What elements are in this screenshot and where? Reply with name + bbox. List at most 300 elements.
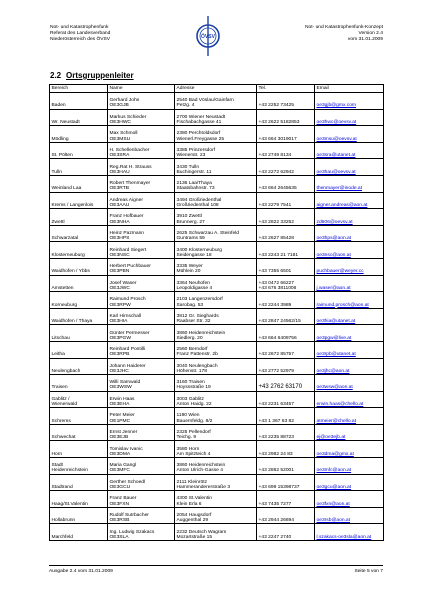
- header-right-line: Version 2.4: [358, 31, 383, 37]
- adresse-cell: [175, 142, 257, 159]
- table-row: [50, 375, 384, 392]
- name-cell-line: Heinz Pazmann: [109, 230, 145, 236]
- oevsv-logo: [191, 16, 225, 56]
- adresse-cell: [175, 507, 257, 524]
- adresse-cell: [175, 308, 257, 325]
- bereich-cell: [50, 258, 108, 275]
- name-cell-line: OE3PBN: [109, 269, 130, 275]
- tel-cell: [257, 424, 315, 441]
- bereich-cell: [50, 126, 108, 143]
- name-cell-line: OE3WSW: [109, 385, 132, 391]
- table-row: [50, 391, 384, 408]
- name-cell: [108, 424, 175, 441]
- column-header: Bereich: [50, 85, 108, 93]
- bereich-cell: [50, 292, 108, 309]
- adresse-cell: [175, 491, 257, 508]
- tel-value: +43 2279 7541: [258, 202, 292, 208]
- name-cell: [108, 292, 175, 309]
- bereich-cell-line: Marchfeld: [51, 534, 73, 540]
- name-cell-line: Reg.Rat H. Strauss: [109, 164, 152, 170]
- adresse-cell-line: Seidengasse 18: [176, 252, 212, 258]
- adresse-cell-line: Hammerandererstraße 3: [176, 485, 231, 491]
- adresse-cell-line: Raabser Str. 32: [176, 319, 211, 325]
- bereich-cell: [50, 391, 108, 408]
- adresse-cell-line: Teichg. 9: [176, 435, 197, 441]
- table-row: [50, 192, 384, 209]
- table-row: [50, 325, 384, 342]
- table-header-row: [50, 85, 384, 93]
- email-link[interactable]: oe3gjb@gmx.com: [315, 93, 384, 110]
- page-footer: [49, 565, 383, 574]
- bereich-cell: [50, 441, 108, 458]
- name-cell: [108, 474, 175, 491]
- column-header: Email: [315, 85, 384, 93]
- adresse-cell-line: 3400 Klosterneuburg: [176, 247, 222, 253]
- adresse-cell: [175, 441, 257, 458]
- name-cell-line: Johann Haiderer: [109, 363, 146, 369]
- adresse-cell-line: Wienerstr. 23: [176, 153, 206, 159]
- bereich-cell-line: Wienerwald: [51, 402, 78, 408]
- name-cell: [108, 308, 175, 325]
- tel-cell: [257, 142, 315, 159]
- table-row: [50, 175, 384, 192]
- column-header: Adresse: [175, 85, 257, 93]
- tel-cell: [257, 408, 315, 425]
- footer-page-number: Seite 5 von 7: [354, 569, 383, 574]
- name-cell-line: OE3RSB: [109, 518, 130, 524]
- adresse-cell-line: 3385 Prinzersdorf: [176, 147, 216, 153]
- name-cell-line: Günter Permesser: [109, 330, 150, 336]
- adresse-cell-line: 3160 Traisen: [176, 380, 205, 386]
- name-cell-line: OE3GCU: [109, 485, 131, 491]
- adresse-cell: [175, 192, 257, 209]
- adresse-cell-line: 2232 Deutsch Wagram: [176, 529, 227, 535]
- email-link[interactable]: thenmayer@inode.at: [315, 175, 384, 192]
- tel-value: +43 2762 63170: [258, 384, 303, 391]
- email-link[interactable]: oe3fxn@aon.at: [315, 491, 384, 508]
- adresse-cell-line: Auggenthal 29: [176, 518, 209, 524]
- tel-value: +43 2822 33252: [258, 219, 294, 225]
- tel-value: +43 699 15398737: [258, 485, 300, 491]
- email-link[interactable]: oe3hps@aon.at: [315, 225, 384, 242]
- name-cell: [108, 391, 175, 408]
- tel-cell: [257, 308, 315, 325]
- bereich-cell-line: Litschau: [51, 335, 70, 341]
- name-cell: [108, 375, 175, 392]
- email-link[interactable]: oe3msu@oevsv.at: [315, 126, 384, 143]
- tel-cell: [257, 258, 315, 275]
- tel-value: +43 2231 63457: [258, 402, 294, 408]
- bereich-cell: [50, 209, 108, 226]
- name-cell-line: Andreas Aigner: [109, 197, 143, 203]
- adresse-cell-line: 2700 Wiener Neustadt: [176, 114, 226, 120]
- column-header: Name: [108, 85, 175, 93]
- email-link[interactable]: oe3rsb@aon.at: [315, 507, 384, 524]
- table-row: [50, 308, 384, 325]
- tel-value: +43 2272 62942: [258, 169, 294, 175]
- bereich-cell-line: Stadt: [51, 463, 63, 469]
- section-title: Ortsgruppenleiter: [66, 71, 134, 80]
- tel-cell: [257, 175, 315, 192]
- name-cell: [108, 325, 175, 342]
- logo-text: ÖVSV: [201, 34, 215, 40]
- tel-value: +43 0472 66227 +43 676 3811006: [258, 280, 297, 291]
- bereich-cell: [50, 242, 108, 259]
- name-cell: [108, 93, 175, 110]
- adresse-cell-line: 3040 Neulengbach: [176, 363, 218, 369]
- adresse-cell-line: Bauernfeldg. 8/2: [176, 418, 213, 424]
- email-link[interactable]: puchbauer@weyer.cc: [315, 258, 384, 275]
- name-cell-line: OE3HIA: [109, 319, 128, 325]
- name-cell-line: OE3RPW: [109, 302, 131, 308]
- name-cell-line: OE3NSC: [109, 252, 130, 258]
- tel-value: +43 7355 6501: [258, 269, 292, 275]
- adresse-cell: [175, 292, 257, 309]
- email-link[interactable]: oe3gcu@aon.at: [315, 474, 384, 491]
- adresse-cell-line: 2103 Langenzersdorf: [176, 297, 223, 303]
- name-cell-line: Reinhard Pontilli: [109, 347, 146, 353]
- name-cell-line: Erwin Haas: [109, 396, 135, 402]
- email-link[interactable]: oe3nsc@aon.at: [315, 242, 384, 259]
- email-link[interactable]: oe3hau@oevsv.at: [315, 159, 384, 176]
- email-link[interactable]: oe3wsw@aon.at: [315, 375, 384, 392]
- adresse-cell-line: 2111 Kleinrötz: [176, 479, 208, 485]
- adresse-cell: [175, 126, 257, 143]
- table-row: [50, 292, 384, 309]
- adresse-cell-line: Anton Ulrich-Gasse 4: [176, 468, 223, 474]
- adresse-cell: [175, 242, 257, 259]
- name-cell-line: OE3DMA: [109, 451, 131, 457]
- name-cell: [108, 126, 175, 143]
- name-cell-line: OE3NHA: [109, 219, 130, 225]
- name-cell-line: Ing. Ludwig Szakacs: [109, 529, 155, 535]
- email-link[interactable]: oe3hia@utanet.at: [315, 308, 384, 325]
- email-link[interactable]: oe3jhc@aon.at: [315, 358, 384, 375]
- tel-value: +43 2627 85428: [258, 236, 294, 242]
- email-link[interactable]: zd606@oevsv.at: [315, 209, 384, 226]
- name-cell: [108, 159, 175, 176]
- table-row: [50, 109, 384, 126]
- tel-value: +43 2772 52979: [258, 368, 294, 374]
- adresse-cell-line: 3910 Zwettl: [176, 214, 202, 220]
- bereich-cell: [50, 524, 108, 541]
- table-row: [50, 258, 384, 275]
- name-cell: [108, 209, 175, 226]
- tel-value: +43 664 6409756: [258, 335, 297, 341]
- bereich-cell-line: Wr. Neustadt: [51, 119, 80, 125]
- adresse-cell-line: 2325 Pellendorf: [176, 430, 211, 436]
- name-cell-line: Robert Thenmayer: [109, 181, 151, 187]
- email-link[interactable]: atmeier@chello.at: [315, 408, 384, 425]
- table-row: [50, 491, 384, 508]
- name-cell-line: H. Schellenbacher: [109, 147, 150, 153]
- bereich-cell: [50, 507, 108, 524]
- adresse-cell-line: 2625 Schwarzau A. Steinfeld: [176, 230, 240, 236]
- email-link[interactable]: aigner.andreas@aon.at: [315, 192, 384, 209]
- bereich-cell-line: Neulengbach: [51, 368, 81, 374]
- adresse-cell-line: 3335 Weyer: [176, 264, 203, 270]
- name-cell: [108, 524, 175, 541]
- header-right-line: Not- und Katastrophenfunk-Konzept: [304, 25, 383, 30]
- table-row: [50, 93, 384, 110]
- name-cell-line: Markus Schieder: [109, 114, 147, 120]
- email-link[interactable]: l.szakacs-oe3sla@aon.at: [315, 524, 384, 541]
- bereich-cell-line: Leitha: [51, 352, 65, 358]
- adresse-cell-line: 3812 Gr. Sieghards: [176, 313, 219, 319]
- bereich-cell: [50, 375, 108, 392]
- tel-cell: [257, 109, 315, 126]
- tel-cell: [257, 458, 315, 475]
- name-cell: [108, 242, 175, 259]
- adresse-cell: [175, 408, 257, 425]
- name-cell-line: OE3HAU: [109, 169, 130, 175]
- name-cell-line: Josef Waser: [109, 280, 137, 286]
- header-left-line: Niederösterreich des ÖVSV: [50, 37, 111, 43]
- name-cell-line: OE3FXN: [109, 501, 130, 507]
- name-cell-line: OE1PMC: [109, 418, 131, 424]
- name-cell-line: OE3JWC: [109, 285, 130, 291]
- adresse-cell: [175, 159, 257, 176]
- email-link[interactable]: erwin.haas@chello.at: [315, 391, 384, 408]
- adresse-cell-line: Mühlein 20: [176, 269, 201, 275]
- tel-cell: [257, 375, 315, 392]
- adresse-cell: [175, 424, 257, 441]
- tel-cell: [257, 341, 315, 358]
- name-cell-line: Karl Hirnschall: [109, 313, 142, 319]
- bereich-cell: [50, 93, 108, 110]
- name-cell-line: OE3HPS: [109, 236, 130, 242]
- name-cell-line: Raimund Prosch: [109, 297, 146, 303]
- adresse-cell-line: Höhenstr. 178: [176, 368, 207, 374]
- bereich-cell: [50, 175, 108, 192]
- bereich-cell-line: Horn: [51, 451, 63, 457]
- adresse-cell-line: 2054 Haugsdorf: [176, 513, 212, 519]
- name-cell-line: OE3MSU: [109, 136, 131, 142]
- adresse-cell-line: 3860 Heidenreichstein: [176, 463, 226, 469]
- adresse-cell-line: Brunnerg. 27: [176, 219, 205, 225]
- tel-value: +43 2243 21 7181: [258, 252, 299, 258]
- name-cell-line: Max Schmoll: [109, 131, 138, 137]
- bereich-cell: [50, 358, 108, 375]
- adresse-cell: [175, 225, 257, 242]
- adresse-cell-line: 3364 Neuhofen: [176, 280, 210, 286]
- table-row: [50, 242, 384, 259]
- name-cell-line: Reinhard Siegert: [109, 247, 147, 253]
- adresse-cell-line: Anton Haidg. 22: [176, 402, 212, 408]
- bereich-cell-line: Traisen: [51, 385, 68, 391]
- table-row: [50, 474, 384, 491]
- name-cell-line: OE3PGW: [109, 335, 131, 341]
- name-cell: [108, 142, 175, 159]
- tel-value: +43 1 367 63 82: [258, 418, 294, 424]
- name-cell-line: Rudolf Sutrbacher: [109, 513, 149, 519]
- email-link[interactable]: oe3rpb@utanet.at: [315, 341, 384, 358]
- table-row: [50, 408, 384, 425]
- name-cell: [108, 441, 175, 458]
- adresse-cell-line: 2560 Berndorf: [176, 347, 208, 353]
- bereich-cell-line: St. Pölten: [51, 153, 73, 159]
- adresse-cell-line: Guntrams 59: [176, 236, 205, 242]
- bereich-cell: [50, 109, 108, 126]
- tel-value: +43 2982 24 83: [258, 451, 293, 457]
- tel-value: +43 2235 88723: [258, 435, 294, 441]
- tel-cell: [257, 225, 315, 242]
- tel-value: +43 2622 5182853: [258, 119, 300, 125]
- adresse-cell: [175, 109, 257, 126]
- tel-cell: [257, 441, 315, 458]
- name-cell: [108, 341, 175, 358]
- bereich-cell-line: Schwarzatal: [51, 236, 79, 242]
- email-link[interactable]: j.waser@aon.at: [315, 275, 384, 292]
- header-left-line: Not- und Katastrophenfunk: [50, 25, 109, 30]
- email-link[interactable]: oe3dma@gmx.at: [315, 441, 384, 458]
- name-cell: [108, 491, 175, 508]
- table-row: [50, 441, 384, 458]
- bereich-cell-line: Weinland Laa: [51, 186, 82, 192]
- column-header: Tel.: [257, 85, 315, 93]
- bereich-cell: [50, 341, 108, 358]
- adresse-cell-line: 2540 Bad Vöslau/Gainfarn: [176, 98, 234, 104]
- bereich-cell-line: Mödling: [51, 136, 69, 142]
- bereich-cell-line: Schwechat: [51, 435, 76, 441]
- name-cell-line: Franz Bauer: [109, 496, 137, 502]
- name-cell-line: OE3RPB: [109, 352, 130, 358]
- name-cell-line: OE3MFC: [109, 468, 130, 474]
- table-row: [50, 126, 384, 143]
- tel-value: +43 2944 26694: [258, 518, 294, 524]
- adresse-cell-line: Staatsbahnstr. 73: [176, 186, 215, 192]
- bereich-cell-line: Gablitz /: [51, 396, 70, 402]
- adresse-cell-line: Fischabachgasse 41: [176, 119, 222, 125]
- name-cell-line: OE3EJB: [109, 435, 129, 441]
- email-link[interactable]: ej@oe3ejb.at: [315, 424, 384, 441]
- tel-cell: [257, 126, 315, 143]
- name-cell-line: OE3AAU: [109, 202, 130, 208]
- adresse-cell-line: 2380 Perchtoldsdorf: [176, 131, 221, 137]
- tel-value: +43 2847 24562/15: [258, 319, 301, 325]
- table-row: [50, 458, 384, 475]
- name-cell-line: Franz Hofbauer: [109, 214, 144, 220]
- name-cell-line: Herbert Puchbauer: [109, 264, 151, 270]
- adresse-cell: [175, 375, 257, 392]
- email-link[interactable]: oe3hwc@oevsv.at: [315, 109, 384, 126]
- ortsgruppenleiter-table: [49, 84, 384, 541]
- adresse-cell-line: Mozartstraße 15: [176, 534, 213, 540]
- name-cell-line: Tomislav Ivanic: [109, 446, 143, 452]
- tel-cell: [257, 209, 315, 226]
- adresse-cell-line: 2136 Laa/Thaya: [176, 181, 212, 187]
- tel-cell: [257, 358, 315, 375]
- tel-cell: [257, 524, 315, 541]
- bereich-cell-line: Baden: [51, 103, 66, 109]
- name-cell: [108, 175, 175, 192]
- bereich-cell-line: Schrems: [51, 418, 71, 424]
- tel-value: +43 2247 2740: [258, 534, 292, 540]
- section-heading: [50, 71, 134, 80]
- table-row: [50, 507, 384, 524]
- table-row: [50, 159, 384, 176]
- name-cell-line: Ernst Jenner: [109, 430, 138, 436]
- adresse-cell-line: Klein Erla 6: [176, 501, 202, 507]
- footer-edition: Ausgabe 2.4 vom 31.01.2009: [49, 569, 113, 574]
- adresse-cell: [175, 175, 257, 192]
- table-row: [50, 358, 384, 375]
- bereich-cell: [50, 424, 108, 441]
- name-cell: [108, 408, 175, 425]
- adresse-cell: [175, 258, 257, 275]
- adresse-cell-line: Hoyssstraße 19: [176, 385, 211, 391]
- tel-value: +43 2862 52001: [258, 468, 294, 474]
- email-link[interactable]: oe3sra@utanet.at: [315, 142, 384, 159]
- name-cell: [108, 109, 175, 126]
- bereich-cell: [50, 474, 108, 491]
- bereich-cell: [50, 491, 108, 508]
- name-cell-line: OE3EHA: [109, 402, 130, 408]
- adresse-cell: [175, 325, 257, 342]
- tel-cell: [257, 474, 315, 491]
- bereich-cell-line: Krems / Langenlois: [51, 202, 94, 208]
- email-link[interactable]: oe3mfc@aon.at: [315, 458, 384, 475]
- bereich-cell-line: Haag/St.Valentin: [51, 501, 88, 507]
- adresse-cell: [175, 209, 257, 226]
- bereich-cell: [50, 192, 108, 209]
- name-cell-line: Willi Sarnwald: [109, 380, 141, 386]
- tel-value: +43 2244 3989: [258, 302, 292, 308]
- adresse-cell-line: Buchingerstr. 11: [176, 169, 212, 175]
- email-link[interactable]: oe3pgw@live.at: [315, 325, 384, 342]
- header-left: [50, 25, 110, 44]
- tel-value: +43 2672 85757: [258, 352, 294, 358]
- table-row: [50, 209, 384, 226]
- adresse-cell: [175, 391, 257, 408]
- adresse-cell-line: 3494 Großriedenthal: [176, 197, 222, 203]
- name-cell: [108, 275, 175, 292]
- section-number: 2.2: [50, 71, 62, 80]
- name-cell: [108, 192, 175, 209]
- email-link[interactable]: raimund.prosch@aon.at: [315, 292, 384, 309]
- tel-cell: [257, 325, 315, 342]
- name-cell: [108, 358, 175, 375]
- adresse-cell: [175, 474, 257, 491]
- bereich-cell: [50, 458, 108, 475]
- adresse-cell-line: Wienerl.Freygasse 25: [176, 136, 225, 142]
- table-row: [50, 341, 384, 358]
- tel-cell: [257, 491, 315, 508]
- bereich-cell-line: Waidhofen / Thaya: [51, 319, 93, 325]
- adresse-cell-line: 3430 Tulln: [176, 164, 200, 170]
- bereich-cell-line: Amstetten: [51, 285, 74, 291]
- name-cell-line: OE3SRA: [109, 153, 130, 159]
- tel-cell: [257, 192, 315, 209]
- bereich-cell-line: Hollabrunn: [51, 518, 76, 524]
- adresse-cell-line: Sarobag. 53: [176, 302, 204, 308]
- bereich-cell-line: Tulln: [51, 169, 62, 175]
- table-row: [50, 275, 384, 292]
- name-cell-line: Gerther Schoedl: [109, 479, 146, 485]
- tel-value: +43 7435 7277: [258, 501, 292, 507]
- header-right: [305, 25, 383, 44]
- adresse-cell: [175, 93, 257, 110]
- name-cell: [108, 225, 175, 242]
- tel-value: +43 2252 73425: [258, 103, 294, 109]
- table-row: [50, 142, 384, 159]
- adresse-cell-line: Leopoldigasse 4: [176, 285, 213, 291]
- name-cell: [108, 258, 175, 275]
- adresse-cell: [175, 275, 257, 292]
- adresse-cell-line: 4300 St.Valentin: [176, 496, 213, 502]
- bereich-cell-line: Klosterneuburg: [51, 252, 85, 258]
- name-cell-line: OE3GJB: [109, 103, 129, 109]
